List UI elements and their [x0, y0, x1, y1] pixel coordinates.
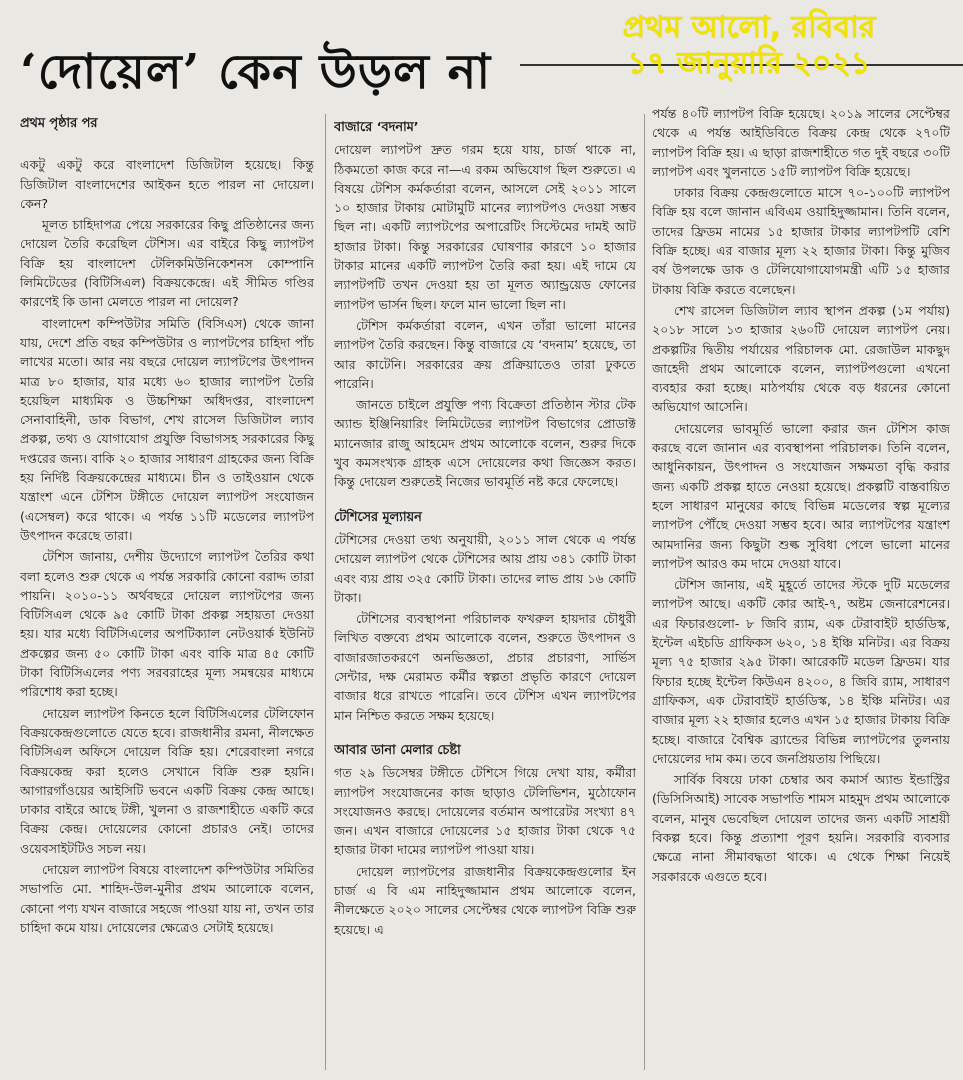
paragraph: দোয়েল ল্যাপটপের রাজধানীর বিক্রয়কেন্দ্রগুলোর ইন চার্জ এ বি এম নাহিদুজ্জামান প্রথম আলোকে বলেন, নীলক্ষেতে ২০২০ সালের সেপ্টেম্বর থেকে ল্যাপটপ বিক্রি শুরু হয়েছে। এ: [334, 863, 636, 937]
paragraph: গত ২৯ ডিসেম্বর টঙ্গীতে টেশিসে গিয়ে দেখা যায়, কর্মীরা ল্যাপটপ সংযোজনের কাজ ছাড়াও টেলিভিশন, মুঠোফোন সংযোজনও করছে। দোয়েলের বর্তমান অপারেটর সংখ্যা ৪৭ জন। এখন বাজারে দোয়েলের ১৫ হাজার টাকা থেকে ৭৫ হাজার টাকা দামের ল্যাপটপ পাওয়া যায়।: [334, 765, 636, 858]
paragraph: শেখ রাসেল ডিজিটাল ল্যাব স্থাপন প্রকল্প (১ম পর্যায়) ২০১৮ সালে ১৩ হাজার ২৬০টি দোয়েল ল্যাপটপ নেয়। প্রকল্পটির দ্বিতীয় পর্যায়ের পরিচালক মো. রেজাউল মাকছুদ জাহেদী প্রথম আলোকে বলেন, ল্যাপটপগুলো এখনো ব্যবহার করা হচ্ছে। মাঠপর্যায় থেকে বড় ধরনের কোনো অভিযোগ আসেনি।: [652, 302, 950, 415]
paragraph: দোয়েল ল্যাপটপ কিনতে হলে বিটিসিএলের টেলিফোন বিক্রয়কেন্দ্রগুলোতে যেতে হবে। রাজধানীর রমনা, নীলক্ষেত বিটিসিএল অফিসে দোয়েল বিক্রি হয়। শেরেবাংলা নগরে বিক্রয়কেন্দ্র করা হলেও সেখানে বিক্রি শুরু হয়নি। আগারগাঁওয়ের আইসিটি ভবনে একটি বিক্রয় কেন্দ্র আছে। ঢাকার বাইরে আছে টঙ্গী, খুলনা ও রাজশাহীতে একটি করে বিক্রয় কেন্দ্র। দোয়েলের কোনো প্রচারও নেই। তাদের ওয়েবসাইটটিও সচল নয়।: [20, 705, 314, 856]
paragraph: পর্যন্ত ৪০টি ল্যাপটপ বিক্রি হয়েছে। ২০১৯ সালের সেপ্টেম্বর থেকে এ পর্যন্ত আইডিবিতে বিক্রয় কেন্দ্র থেকে ২৭০টি ল্যাপটপ বিক্রি হয়। এ ছাড়া রাজশাহীতে গত দুই বছরে ৩০টি ল্যাপটপ এবং খুলনাতে ১৫টি ল্যাপটপ বিক্রি হয়েছে।: [652, 106, 950, 179]
paragraph: টেশিস জানায়, এই মুহূর্তে তাদের স্টকে দুটি মডেলের ল্যাপটপ আছে। একটি কোর আই-৭, অষ্টম জেনারেশনের। এর ফিচারগুলো- ৮ জিবি র‍্যাম, এক টেরাবাইট হার্ডডিস্ক, ইন্টেল এইচডি গ্রাফিকস ৬২০, ১৪ ইঞ্চি মনিটর। এর বিক্রয় মূল্য ৭৫ হাজার ২৯৫ টাকা। আরেকটি মডেল ফ্রিডম। যার ফিচার হচ্ছে ইন্টেল কিউএন ৪২০০, ৪ জিবি র‍্যাম, সাধারণ গ্রাফিকস, এক টেরাবাইট হার্ডডিস্ক, ১৪ ইঞ্চি মনিটর। এর বাজার মূল্য ২২ হাজার হলেও এখন ১৫ হাজার টাকায় বিক্রি হচ্ছে। বাজারে বৈশ্বিক ব্র্যান্ডের বিভিন্ন ল্যাপটপের তুলনায় দোয়েলের দাম কম। তবে জনপ্রিয়তায় পিছিয়ে।: [652, 577, 950, 766]
paragraph: দোয়েলের ভাবমূর্তি ভালো করার জন টেশিস কাজ করছে বলে জানান এর ব্যবস্থাপনা পরিচালক। তিনি বলেন, আধুনিকায়ন, উৎপাদন ও সংযোজন সক্ষমতা বৃদ্ধি করার জন্য একটি প্রকল্প হাতে নেওয়া হয়েছে। প্রকল্পটি বাস্তবায়িত হলে সাধারণ মানুষের কাছে বিভিন্ন মডেলের স্বল্প মূল্যের ল্যাপটপ পৌঁছে দেওয়া সম্ভব হবে। আর ল্যাপটপের যন্ত্রাংশ আমদানির জন্য কিছুটা শুল্ক সুবিধা পেলে ভালো মানের ল্যাপটপ আরও কম দামে দেওয়া যাবে।: [652, 420, 950, 571]
paragraph: দোয়েল ল্যাপটপ দ্রুত গরম হয়ে যায়, চার্জ থাকে না, ঠিকমতো কাজ করে না—এ রকম অভিযোগ ছিল শুরুতে। এ বিষয়ে টেশিস কর্মকর্তারা বলেন, আসলে সেই ২০১১ সালে ১০ হাজার টাকায় মোটামুটি মানের ল্যাপটপও দেওয়া সম্ভব ছিল না। একটি ল্যাপটপের অপারেটিং সিস্টেমের দামই আট হাজার টাকা। কিন্তু সরকারের ঘোষণার কারণে ১০ হাজার টাকার মানের একটি ল্যাপটপ তৈরি করা হয়। এই দামে যে ল্যাপটপটি তখন দেওয়া হয় তা মূলত অ্যান্ড্রয়েড ফোনের ল্যাপটপ ভার্সন ছিল। ফলে মান ভালো ছিল না।: [334, 142, 636, 312]
paragraph: সার্বিক বিষয়ে ঢাকা চেম্বার অব কমার্স অ্যান্ড ইন্ডাস্ট্রির (ডিসিসিআই) সাবেক সভাপতি শামস মাহমুদ প্রথম আলোকে বলেন, মানুষ ভেবেছিল দোয়েল তাদের জন্য একটি সাশ্রয়ী বিকল্প হবে। কিন্তু প্রত্যাশা পূরণ হয়নি। সরকারি ব্যবসার ক্ষেত্রে নানা সীমাবদ্ধতা থাকে। এ থেকে শিক্ষা নিয়েই সরকারকে এগুতে হবে।: [652, 772, 950, 884]
paragraph: জানতে চাইলে প্রযুক্তি পণ্য বিক্রেতা প্রতিষ্ঠান স্টার টেক অ্যান্ড ইঞ্জিনিয়ারিং লিমিটেডের ল্যাপটপ বিভাগের প্রোডাক্ট ম্যানেজার রাজু আহমেদ প্রথম আলোকে বলেন, শুরুর দিকে খুব কমসংখ্যক গ্রাহক এসে দোয়েলের কথা জিজ্ঞেস করত। কিন্তু দোয়েল শুরুতেই নিজের ভাবমূর্তি নষ্ট করে ফেলেছে।: [334, 397, 636, 490]
column-2: [334, 118, 636, 1072]
paragraph: দোয়েল ল্যাপটপ বিষয়ে বাংলাদেশ কম্পিউটার সমিতির সভাপতি মো. শাহিদ-উল-মুনীর প্রথম আলোকে বলেন, কোনো পণ্য যখন বাজারে সহজে পাওয়া যায় না, তখন তার চাহিদা কমে যায়। দোয়েলের ক্ষেত্রেও সেটাই হয়েছে।: [20, 861, 314, 935]
paragraph: ঢাকার বিক্রয় কেন্দ্রগুলোতে মাসে ৭০-১০০টি ল্যাপটপ বিক্রি হয় বলে জানান এবিএম ওয়াহিদুজ্জামান। তিনি বলেন, তাদের ফ্রিডম নামের ১৫ হাজার টাকার ল্যাপটপটি বেশি বিক্রি হচ্ছে। এর বাজার মূল্য ২২ হাজার টাকা। কিন্তু মুজিব বর্ষ উপলক্ষে ডাক ও টেলিযোগাযোগমন্ত্রী এটি ১৫ হাজার টাকায় বিক্রি করতে বলেছেন।: [652, 185, 950, 297]
paragraph: একটু একটু করে বাংলাদেশ ডিজিটাল হয়েছে। কিন্তু ডিজিটাল বাংলাদেশের আইকন হতে পারল না দোয়েল। কেন?: [20, 157, 314, 211]
column-3: [652, 104, 950, 1072]
paragraph: টেশিসের ব্যবস্থাপনা পরিচালক ফখরুল হায়দার চৌধুরী লিখিত বক্তব্যে প্রথম আলোকে বলেন, শুরুতে উৎপাদন ও বাজারজাতকরণে অনভিজ্ঞতা, প্রচার প্রচারণা, সার্ভিস সেন্টার, দক্ষ মেরামত কর্মীর স্বল্পতা প্রভৃতি কারণে দোয়েল বাজার ধরে রাখতে পারেনি। তবে টেশিস এখন ল্যাপটপের মান নিশ্চিত করতে সক্ষম হয়েছে।: [334, 611, 636, 723]
section-heading: বাজারে ‘বদনাম’: [334, 120, 419, 135]
continued-from-label: প্রথম পৃষ্ঠার পর: [20, 116, 98, 131]
date-stamp: [569, 10, 929, 82]
paragraph: টেশিসের দেওয়া তথ্য অনুযায়ী, ২০১১ সাল থেকে এ পর্যন্ত দোয়েল ল্যাপটপ থেকে টেশিসের আয় প্রায় ৩৪১ কোটি টাকা এবং ব্যয় প্রায় ৩২৫ কোটি টাকা। তাদের লাভ প্রায় ১৬ কোটি টাকা।: [334, 531, 636, 605]
section-heading: টেশিসের মূল্যায়ন: [334, 509, 422, 525]
column-divider: [325, 114, 326, 1070]
date-stamp-line-1: প্রথম আলো, রবিবার: [622, 10, 876, 45]
section-heading: আবার ডানা মেলার চেষ্টা: [334, 742, 461, 758]
article-headline: ‘দোয়েল’ কেন উড়ল না: [20, 44, 492, 100]
date-stamp-line-2: ১৭ জানুয়ারি ২০২১: [627, 46, 871, 81]
paragraph: মূলত চাহিদাপত্র পেয়ে সরকারের কিছু প্রতিষ্ঠানের জন্য দোয়েল তৈরি করেছিল টেশিস। এর বাইরে কিছু ল্যাপটপ বিক্রি হয় বাংলাদেশ টেলিকমিউনিকেশনস কোম্পানি লিমিটেডের (বিটিসিএল) বিক্রয়কেন্দ্রে। এই সীমিত গণ্ডির কারণেই কি ডানা মেলতে পারল না দোয়েল?: [20, 217, 314, 310]
paragraph: টেশিস কর্মকর্তারা বলেন, এখন তাঁরা ভালো মানের ল্যাপটপ তৈরি করছেন। কিন্তু বাজারে যে ‘বদনাম’ হয়েছে, তা আর কাটেনি। সরকারের ক্রয় প্রক্রিয়াতেও তারা ঢুকতে পারেনি।: [334, 317, 636, 391]
paragraph: বাংলাদেশ কম্পিউটার সমিতি (বিসিএস) থেকে জানা যায়, দেশে প্রতি বছর কম্পিউটার ও ল্যাপটপের চাহিদা পাঁচ লাখের মতো। আর নয় বছরে দোয়েল ল্যাপটপের উৎপাদন মাত্র ৮০ হাজার, যার মধ্যে ৬০ হাজার ল্যাপটপ তৈরি হয়েছিল মাধ্যমিক ও উচ্চশিক্ষা অধিদপ্তর, বাংলাদেশ সেনাবাহিনী, ডাক বিভাগ, শেখ রাসেল ডিজিটাল ল্যাব প্রকল্প, তথ্য ও যোগাযোগ প্রযুক্তি বিভাগসহ সরকারের কিছু দপ্তরের জন্য। বাকি ২০ হাজার সাধারণ গ্রাহকের জন্য বিক্রি হয় নির্দিষ্ট বিক্রয়কেন্দ্রের মাধ্যমে। চীন ও তাইওয়ান থেকে যন্ত্রাংশ এনে টেশিস টঙ্গীতে দোয়েল ল্যাপটপ সংযোজন (এসেম্বল) করে থাকে। এ পর্যন্ত ১১টি মডেলের ল্যাপটপ উৎপাদন করেছে তারা।: [20, 315, 314, 543]
column-1: [20, 114, 314, 1072]
column-divider: [644, 114, 645, 1070]
paragraph: টেশিস জানায়, দেশীয় উদ্যোগে ল্যাপটপ তৈরির কথা বলা হলেও শুরু থেকে এ পর্যন্ত সরকারি কোনো বরাদ্দ তারা পায়নি। ২০১০-১১ অর্থবছরে দোয়েল ল্যাপটপের জন্য বিটিসিএল থেকে ৯৫ কোটি টাকা প্রকল্প সহায়তা দেওয়া হয়। যার মধ্যে বিটিসিএলের অপটিক্যাল নেটওয়ার্ক ইউনিট প্রকল্পের জন্য ৫০ কোটি টাকা এবং বাকি মাত্র ৪৫ কোটি টাকা বিটিসিএলের পণ্য সরবরাহের মূল্য সমন্বয়ের মাধ্যমে পরিশোধ করা হচ্ছে।: [20, 549, 314, 700]
